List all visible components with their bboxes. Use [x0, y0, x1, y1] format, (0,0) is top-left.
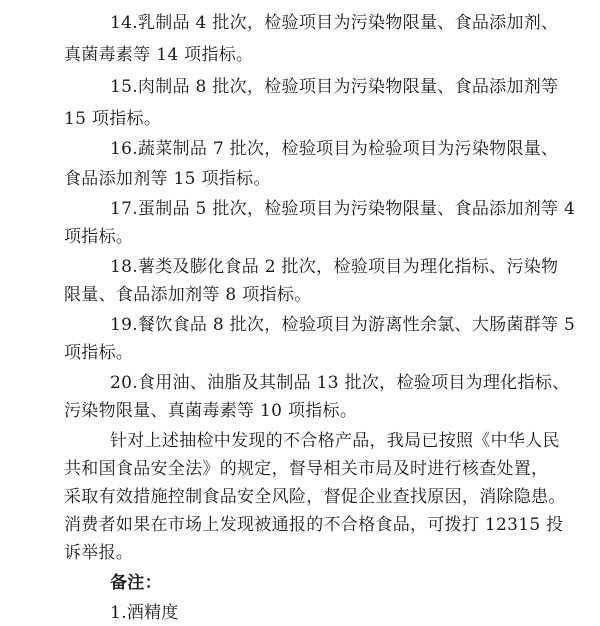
item-14-line-1: 14.乳制品 4 批次，检验项目为污染物限量、食品添加剂、	[110, 13, 559, 33]
item-16-line-1: 16.蔬菜制品 7 批次，检验项目为检验项目为污染物限量、	[110, 139, 559, 159]
notes-heading: 备注：	[110, 573, 162, 593]
item-20-line-2: 污染物限量、真菌毒素等 10 项指标。	[64, 401, 358, 421]
item-17-line-2: 项指标。	[64, 227, 134, 247]
item-19-line-1: 19.餐饮食品 8 批次，检验项目为游离性余氯、大肠菌群等 5	[110, 315, 576, 335]
item-14-line-2: 真菌毒素等 14 项指标。	[64, 45, 254, 65]
note-1: 1.酒精度	[110, 603, 179, 623]
paragraph-line-4: 消费者如果在市场上发现被通报的不合格食品，可拨打 12315 投	[64, 515, 564, 535]
paragraph-line-5: 诉举报。	[64, 543, 134, 563]
item-15-line-2: 15 项指标。	[64, 109, 162, 129]
paragraph-line-3: 采取有效措施控制食品安全风险，督促企业查找原因，消除隐患。	[64, 487, 566, 507]
item-18-line-1: 18.薯类及膨化食品 2 批次，检验项目为理化指标、污染物	[110, 257, 559, 277]
item-17-line-1: 17.蛋制品 5 批次，检验项目为污染物限量、食品添加剂等 4	[110, 199, 576, 219]
item-20-line-1: 20.食用油、油脂及其制品 13 批次，检验项目为理化指标、	[110, 373, 570, 393]
item-18-line-2: 限量、食品添加剂等 8 项指标。	[64, 285, 312, 305]
paragraph-line-1: 针对上述抽检中发现的不合格产品，我局已按照《中华人民	[110, 431, 560, 451]
item-16-line-2: 食品添加剂等 15 项指标。	[64, 169, 271, 189]
item-19-line-2: 项指标。	[64, 343, 134, 363]
item-15-line-1: 15.肉制品 8 批次，检验项目为污染物限量、食品添加剂等	[110, 77, 559, 97]
paragraph-line-2: 共和国食品安全法》的规定，督导相关市局及时进行核查处置，	[64, 459, 549, 479]
